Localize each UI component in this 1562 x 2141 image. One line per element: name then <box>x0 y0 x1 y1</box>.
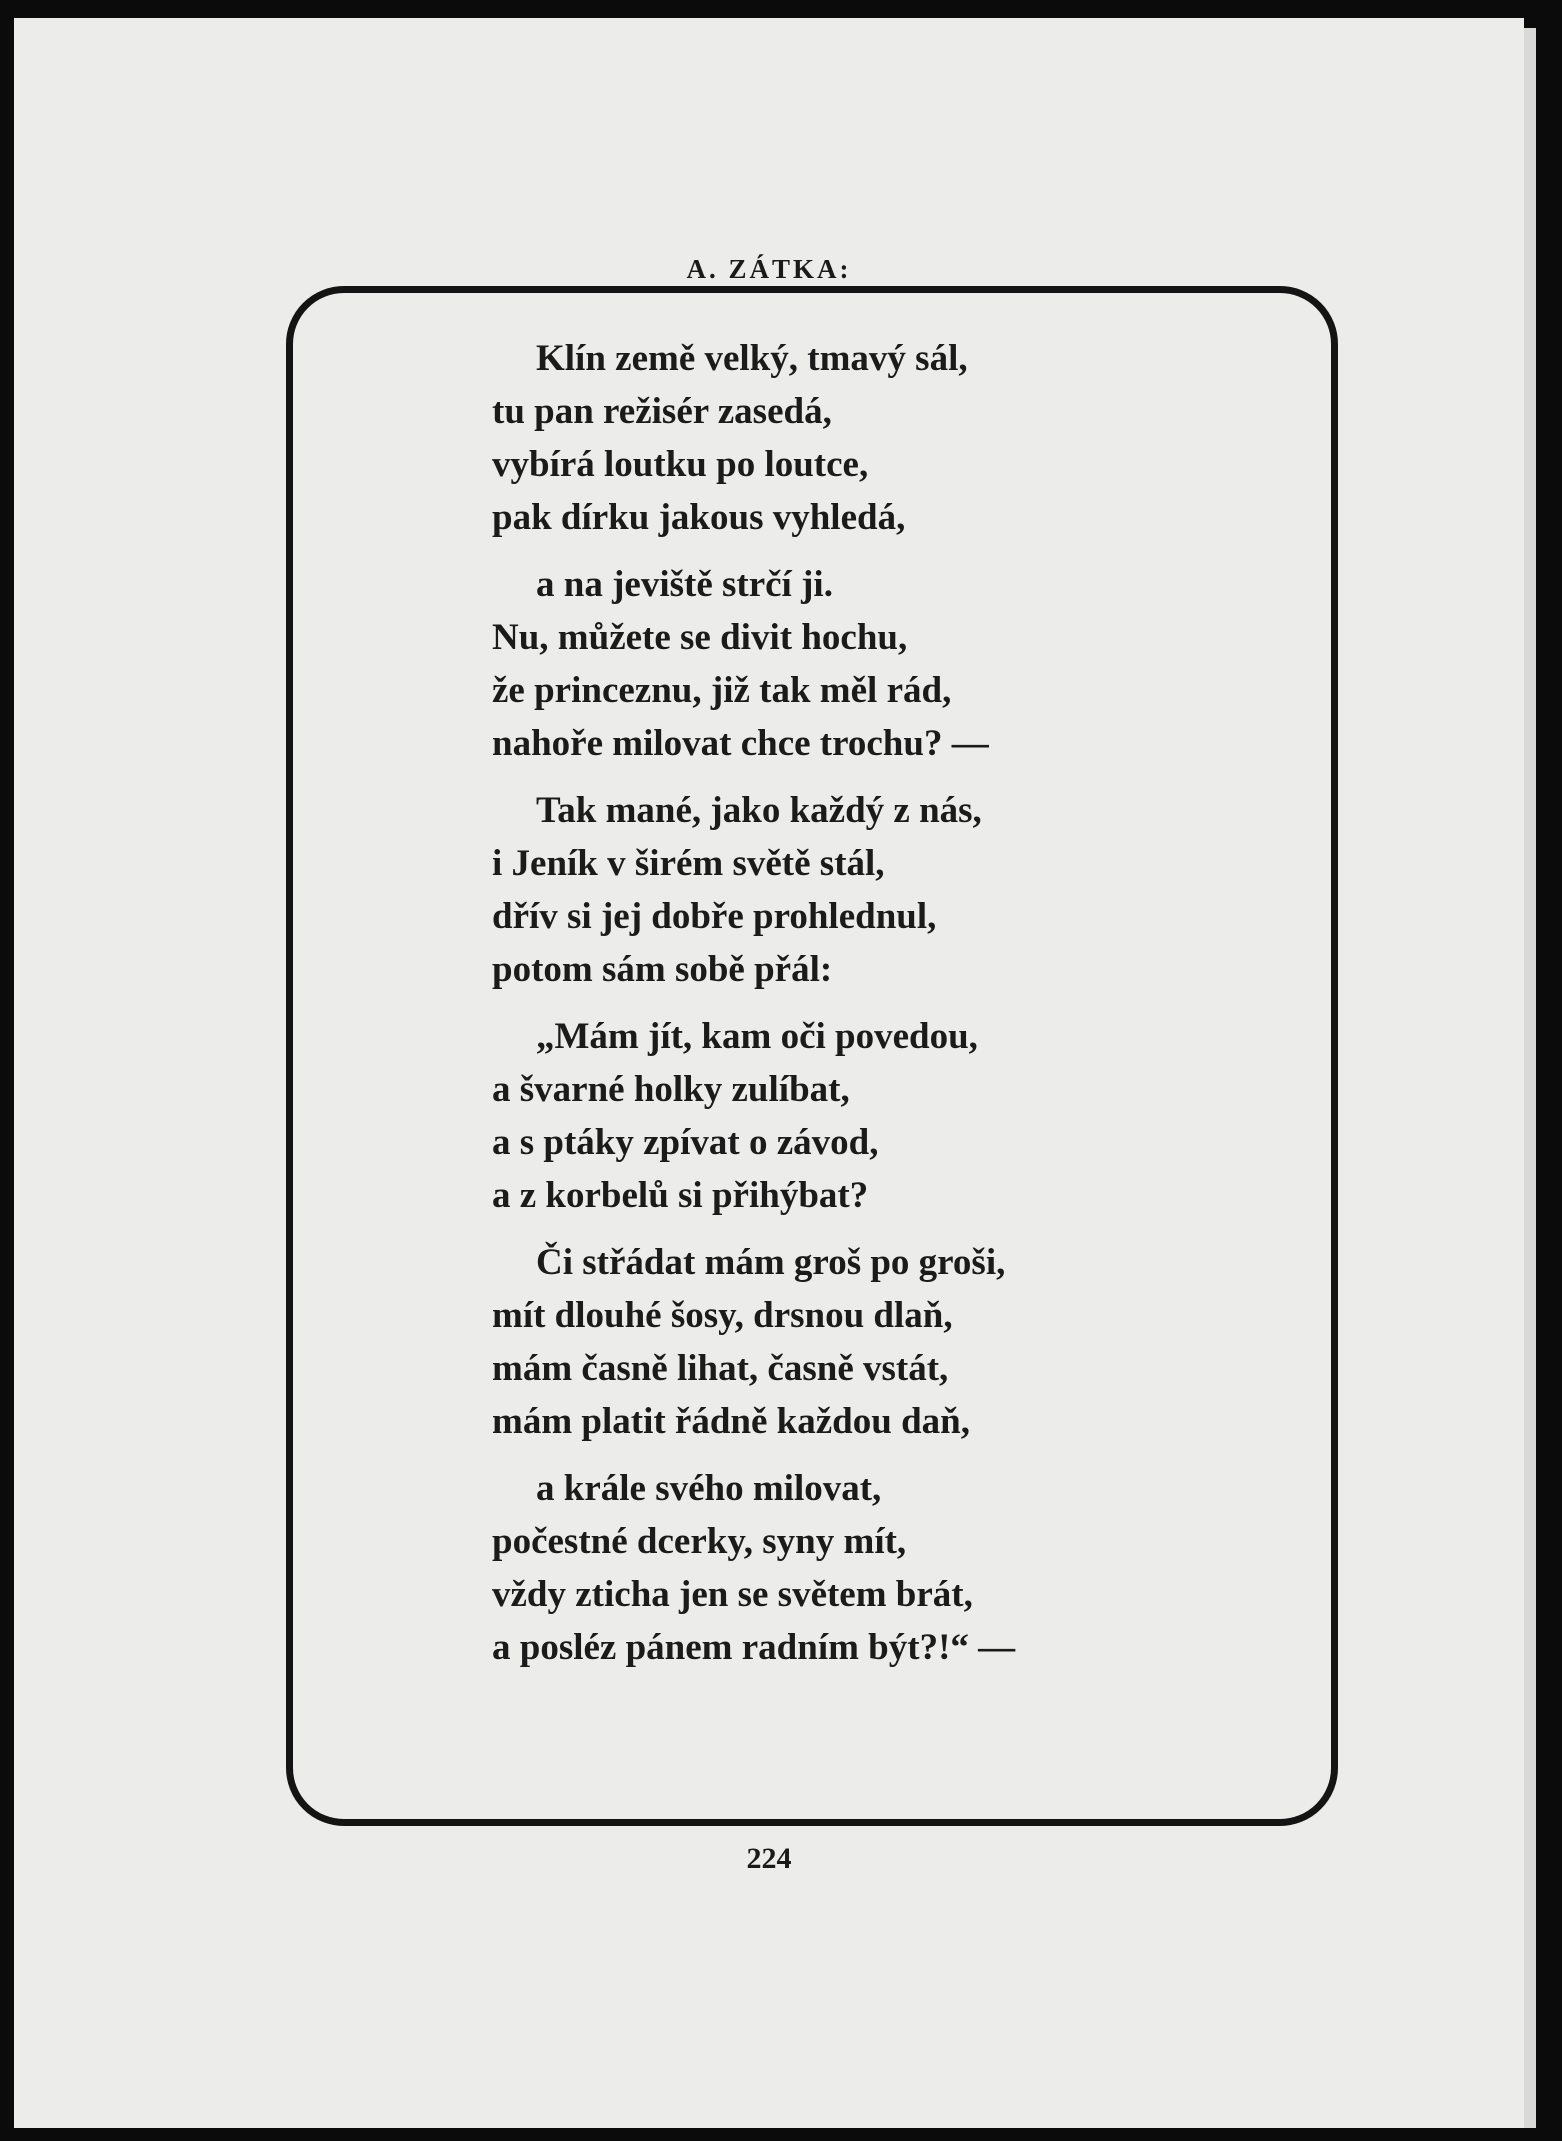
stanza <box>492 332 1272 544</box>
page-edge <box>1522 28 1536 2128</box>
stanza <box>492 784 1272 996</box>
page-number: 224 <box>746 1842 792 1875</box>
poem-line: Tak mané, jako každý z nás, <box>536 790 982 831</box>
stanza <box>492 1462 1272 1674</box>
poem-line: a s ptáky zpívat o závod, <box>492 1122 879 1163</box>
poem-line: počestné dcerky, syny mít, <box>492 1521 907 1562</box>
poem-line: nahoře milovat chce trochu? — <box>492 723 989 764</box>
stanza <box>492 558 1272 770</box>
poem-line: a posléz pánem radním být?!“ — <box>492 1627 1016 1668</box>
poem-line: i Jeník v širém světě stál, <box>492 843 885 884</box>
poem-line: Nu, můžete se divit hochu, <box>492 617 908 658</box>
poem-line: a švarné holky zulíbat, <box>492 1069 850 1110</box>
stanza <box>492 1010 1272 1222</box>
poem-line: dřív si jej dobře prohlednul, <box>492 896 937 937</box>
running-head: A. ZÁTKA: <box>686 254 852 284</box>
poem-line: „Mám jít, kam oči povedou, <box>536 1016 978 1057</box>
poem-line: potom sám sobě přál: <box>492 949 833 990</box>
stanza <box>492 1236 1272 1448</box>
poem-line: mít dlouhé šosy, drsnou dlaň, <box>492 1295 953 1336</box>
poem-line: Klín země velký, tmavý sál, <box>536 338 968 379</box>
poem-line: mám časně lihat, časně vstát, <box>492 1348 949 1389</box>
poem-line: mám platit řádně každou daň, <box>492 1401 970 1442</box>
poem-line: a z korbelů si přihýbat? <box>492 1175 869 1216</box>
poem-line: a na jeviště strčí ji. <box>536 564 833 605</box>
poem-line: že princeznu, již tak měl rád, <box>492 670 952 711</box>
poem-line: Či střádat mám groš po groši, <box>536 1242 1006 1283</box>
poem-line: pak dírku jakous vyhledá, <box>492 497 906 538</box>
poem-line: vybírá loutku po loutce, <box>492 444 869 485</box>
poem <box>492 332 1272 1688</box>
poem-line: vždy zticha jen se světem brát, <box>492 1574 973 1615</box>
poem-line: a krále svého milovat, <box>536 1468 882 1509</box>
poem-line: tu pan režisér zasedá, <box>492 391 832 432</box>
